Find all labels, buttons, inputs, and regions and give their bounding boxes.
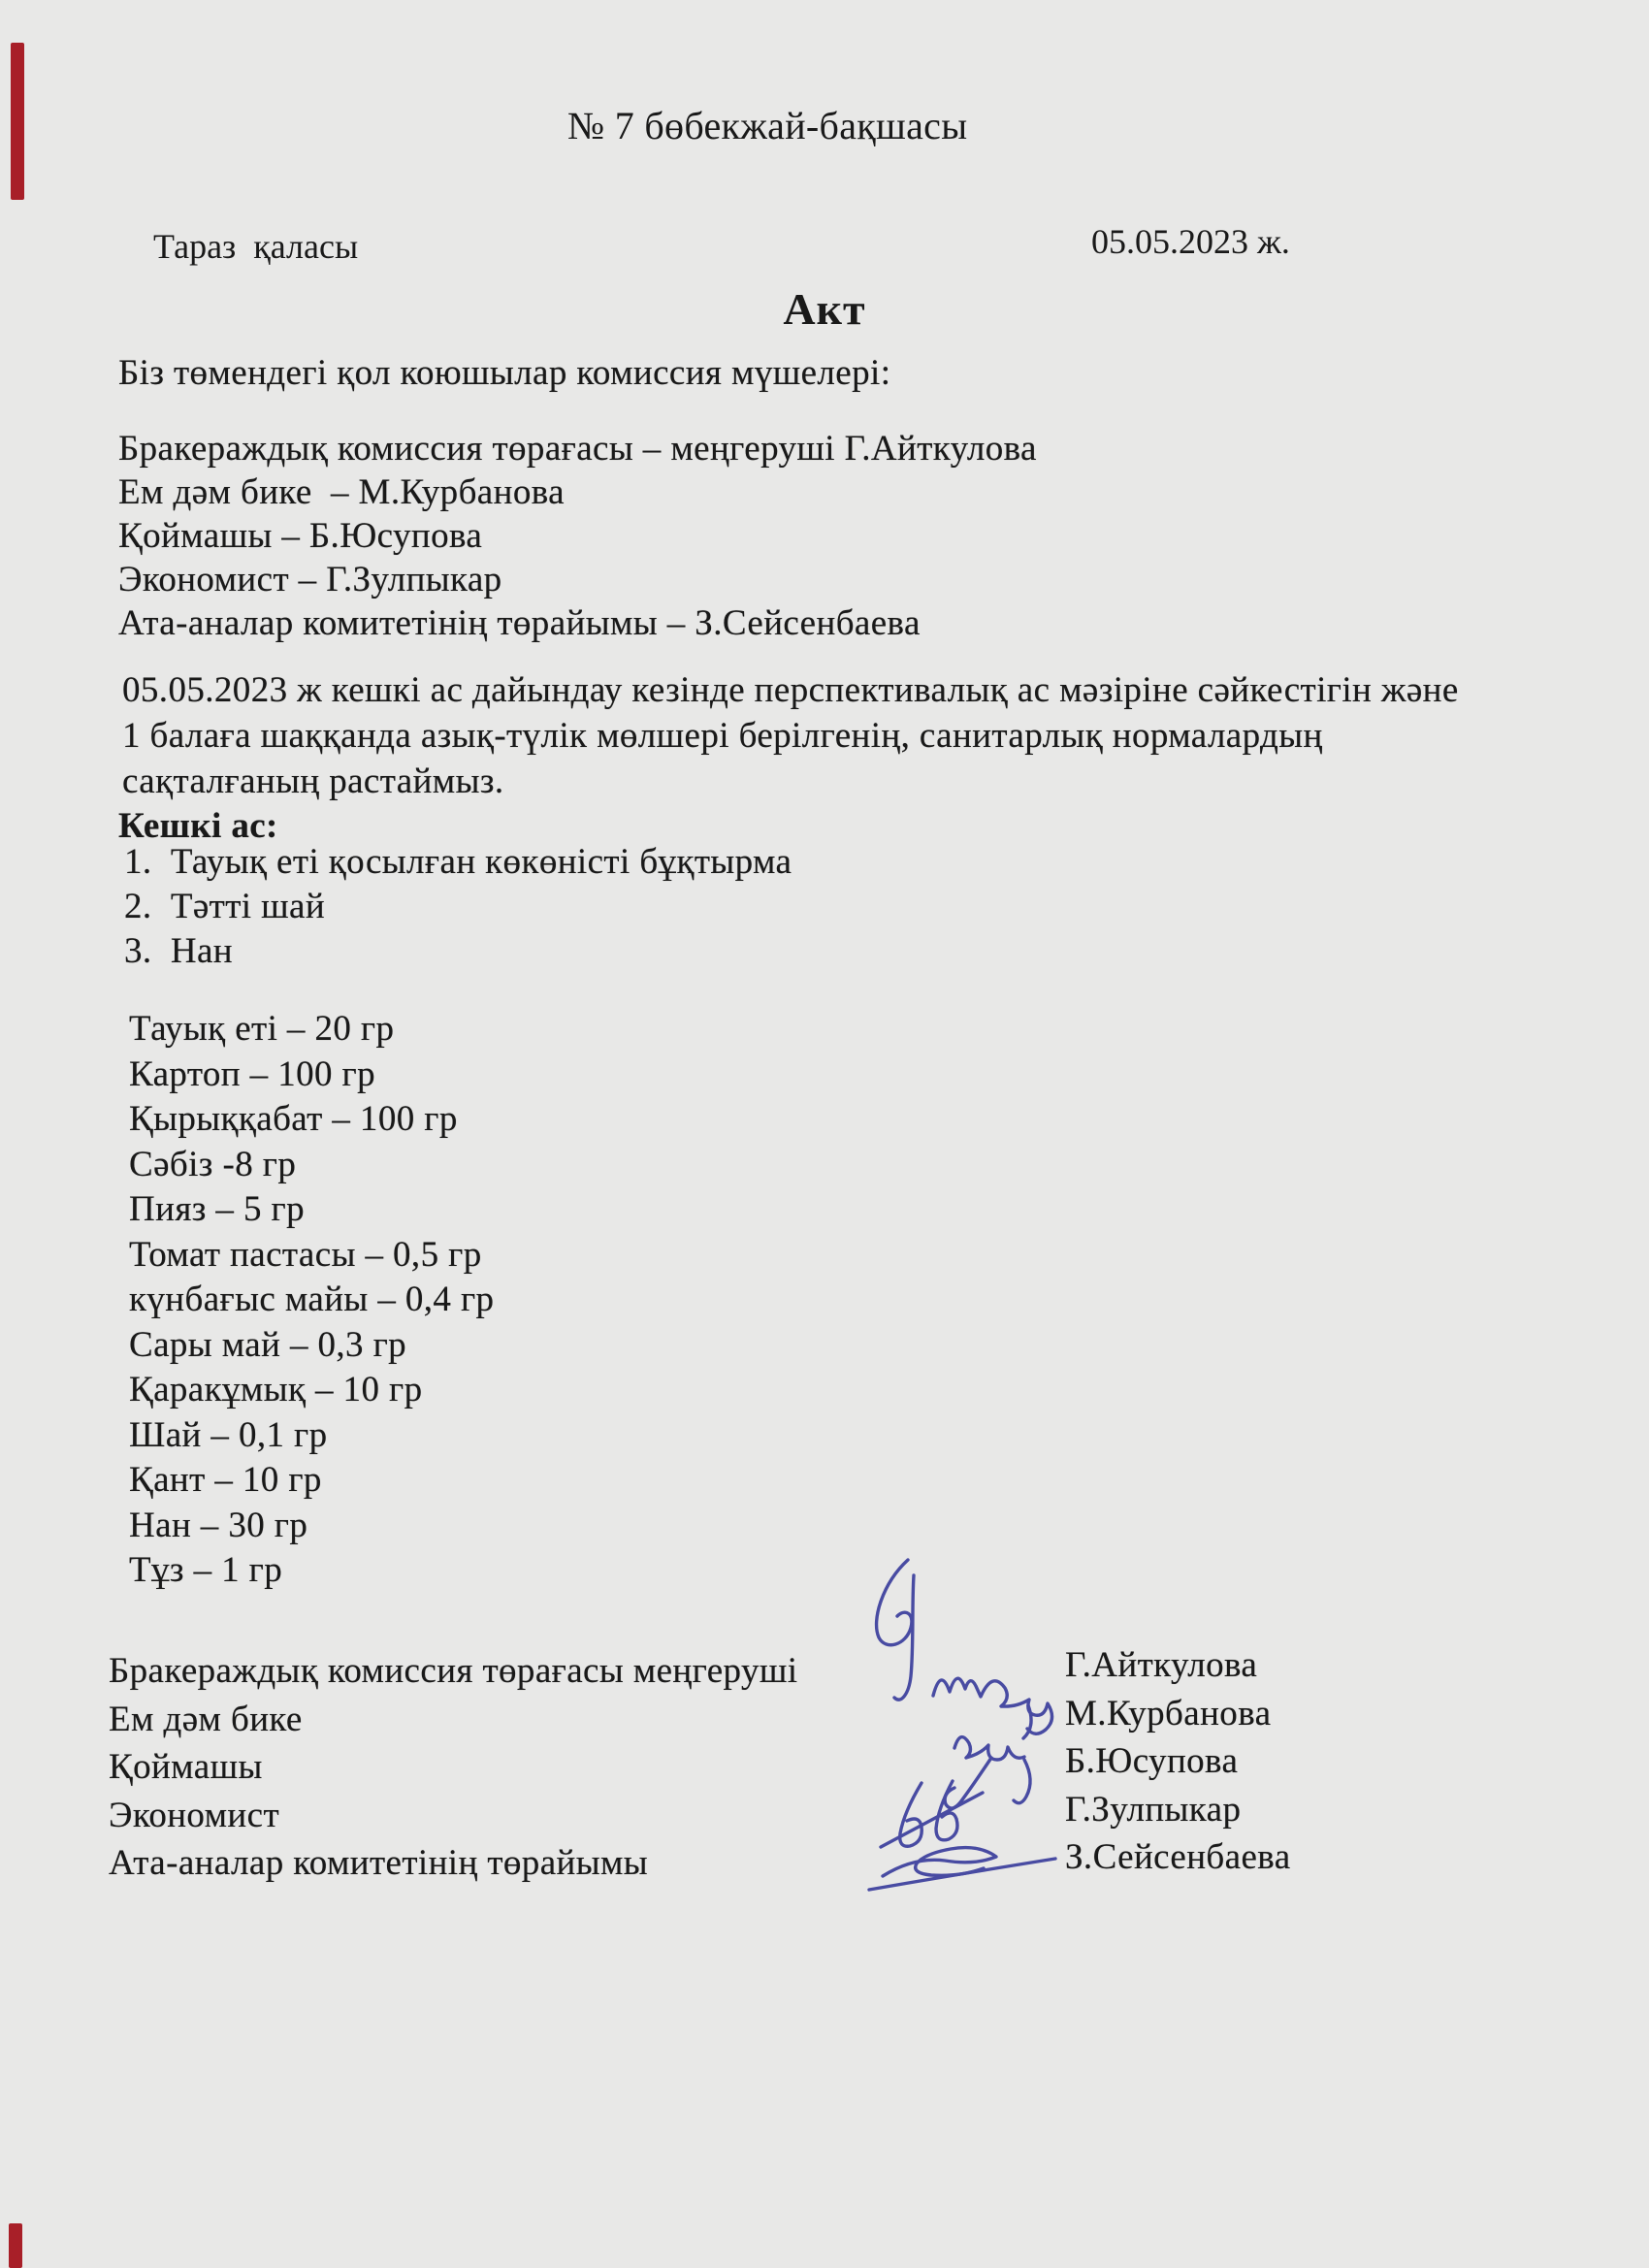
commission-member: Ем дәм бике – М.Курбанова xyxy=(118,472,565,512)
signature-name: Б.Юсупова xyxy=(1065,1741,1239,1781)
portion-item: Қант – 10 гр xyxy=(129,1460,322,1500)
commission-member: Ата-аналар комитетінің төрайымы – З.Сейсенбаева xyxy=(118,603,921,643)
handwritten-signatures xyxy=(824,1542,1116,1921)
signature-name: М.Курбанова xyxy=(1065,1693,1272,1733)
document-title: № 7 бөбекжай-бақшасы xyxy=(567,104,968,147)
menu-items-list xyxy=(124,840,792,974)
commission-member: Қоймашы – Б.Юсупова xyxy=(118,516,483,556)
statement-line: 1 балаға шаққанда азық-түлік мөлшері берілгенің, санитарлық нормалардың xyxy=(122,716,1323,756)
statement-paragraph xyxy=(122,667,1459,804)
portion-item: Сәбіз -8 гр xyxy=(129,1144,297,1184)
portion-item: Пияз – 5 гр xyxy=(129,1189,305,1229)
signature-name: Г.Айткулова xyxy=(1065,1645,1258,1685)
menu-item: 2. Тәтті шай xyxy=(124,887,326,926)
portion-item: Сары май – 0,3 гр xyxy=(129,1324,407,1365)
signature-roles-list xyxy=(109,1647,797,1888)
commission-member: Бракераждық комиссия төрағасы – меңгеруші Г.Айткулова xyxy=(118,429,1037,469)
signature-name: Г.Зулпыкар xyxy=(1065,1789,1242,1830)
menu-heading: Кешкі ас: xyxy=(118,806,278,846)
portions-list xyxy=(129,1007,494,1594)
portion-item: Тұз – 1 гр xyxy=(129,1550,283,1590)
signature-stroke-yusupova xyxy=(954,1737,1024,1760)
intro-sentence: Біз төмендегі қол коюшылар комиссия мүшелері: xyxy=(118,353,891,393)
portion-item: күнбағыс майы – 0,4 гр xyxy=(129,1280,495,1319)
portion-item: Нан – 30 гр xyxy=(129,1505,308,1545)
portion-item: Тауық еті – 20 гр xyxy=(129,1009,395,1049)
commission-members-list xyxy=(118,427,1037,645)
signature-role: Экономист xyxy=(109,1795,280,1835)
signature-name: З.Сейсенбаева xyxy=(1065,1837,1291,1877)
statement-line: сақталғаның растаймыз. xyxy=(122,761,504,801)
statement-line: 05.05.2023 ж кешкі ас дайындау кезінде перспективалық ас мәзіріне сәйкестігін және xyxy=(122,670,1459,710)
signature-role: Қоймашы xyxy=(109,1747,263,1787)
menu-item: 3. Нан xyxy=(124,931,233,971)
act-heading: Акт xyxy=(783,284,866,334)
scan-edge-mark-bottom xyxy=(9,2223,22,2268)
signature-stroke-aitkulova xyxy=(877,1560,912,1645)
menu-item: 1. Тауық еті қосылған көкөністі бұқтырма xyxy=(124,842,792,882)
portion-item: Картоп – 100 гр xyxy=(129,1053,376,1094)
portion-item: Қырыққабат – 100 гр xyxy=(129,1099,458,1139)
signature-role: Ем дәм бике xyxy=(109,1699,303,1739)
commission-member: Экономист – Г.Зулпыкар xyxy=(118,560,502,599)
city-label: Тараз қаласы xyxy=(153,227,359,266)
scan-edge-mark-top xyxy=(11,43,24,200)
portion-item: Томат пастасы – 0,5 гр xyxy=(129,1234,482,1275)
signature-role: Бракераждық комиссия төрағасы меңгеруші xyxy=(109,1651,798,1691)
signature-stroke-kurbanova xyxy=(933,1678,1052,1733)
signature-role: Ата-аналар комитетінің төрайымы xyxy=(109,1843,649,1883)
portion-item: Шай – 0,1 гр xyxy=(129,1414,328,1455)
portion-item: Қаракұмық – 10 гр xyxy=(129,1370,423,1409)
date-label: 05.05.2023 ж. xyxy=(1091,222,1290,261)
